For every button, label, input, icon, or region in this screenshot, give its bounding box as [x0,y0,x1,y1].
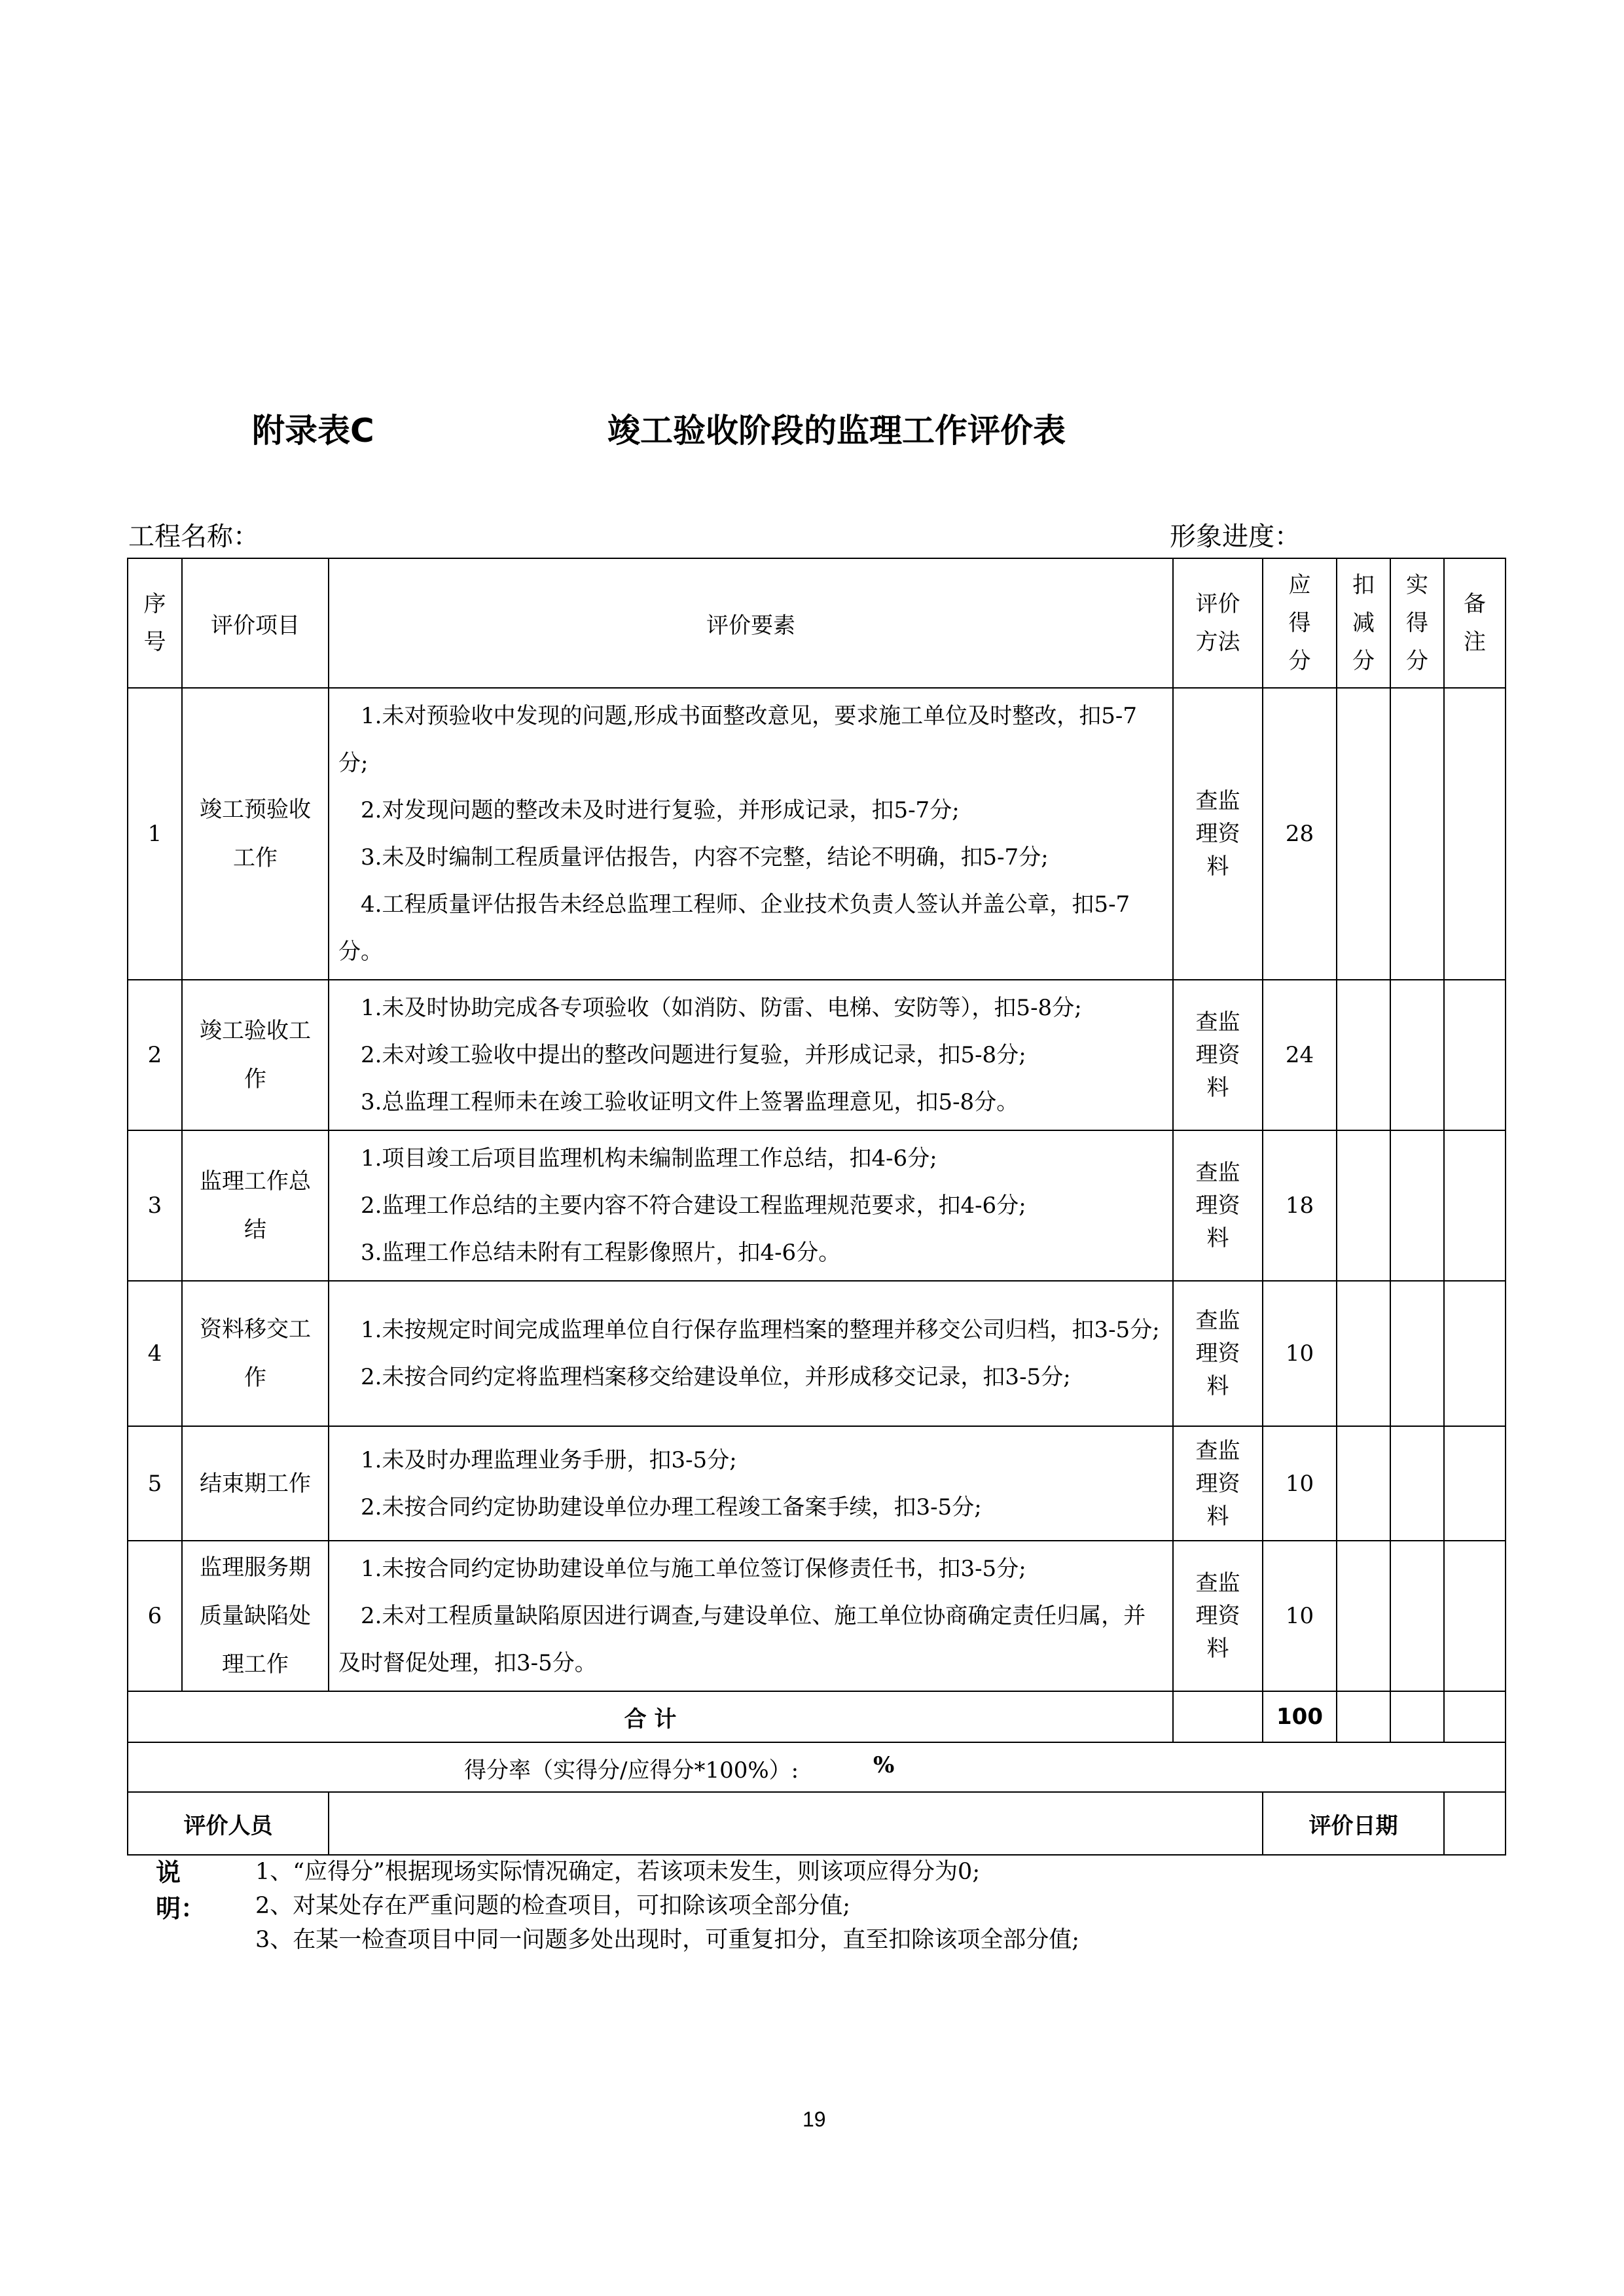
row-method: 查监理资料 [1173,688,1263,980]
total-remark-cell[interactable] [1444,1691,1506,1742]
col-header-method: 评价 方法 [1173,558,1263,688]
row-deduct-cell[interactable] [1337,1541,1390,1691]
element-line: 3.总监理工程师未在竣工验收证明文件上签署监理意见，扣5-8分。 [361,1089,1019,1115]
row-actual-score-cell[interactable] [1390,980,1444,1130]
row-elements [329,980,1173,1130]
col-header-remark: 备 注 [1444,558,1506,688]
row-item: 监理工作总结 [182,1130,329,1281]
element-line: 1.未及时办理监理业务手册，扣3-5分; [361,1446,737,1473]
element-line: 2.对发现问题的整改未及时进行复验，并形成记录，扣5-7分; [361,797,960,823]
col-header-should-score: 应 得 分 [1263,558,1337,688]
row-should-score: 28 [1263,688,1337,980]
element-line: 2.未按合同约定协助建设单位办理工程竣工备案手续，扣3-5分; [361,1494,982,1520]
evaluation-date-label: 评价日期 [1263,1792,1444,1855]
row-seq: 1 [128,688,182,980]
element-line: 4.工程质量评估报告未经总监理工程师、企业技术负责人签认并盖公章，扣5-7分。 [338,891,1130,965]
table-row [128,1541,1506,1691]
element-line: 1.项目竣工后项目监理机构未编制监理工作总结，扣4-6分; [361,1145,937,1172]
row-elements [329,1426,1173,1541]
evaluation-date-cell[interactable] [1444,1792,1506,1855]
row-method: 查监理资料 [1173,1130,1263,1281]
note-item: 3、在某一检查项目中同一问题多处出现时，可重复扣分，直至扣除该项全部分值; [255,1927,1080,1953]
row-deduct-cell[interactable] [1337,1281,1390,1426]
row-actual-score-cell[interactable] [1390,1541,1444,1691]
row-elements [329,1541,1173,1691]
col-header-seq: 序 号 [128,558,182,688]
row-should-score: 18 [1263,1130,1337,1281]
score-rate-unit: % [873,1752,895,1778]
table-header-row [128,558,1506,688]
page-number: 19 [803,2108,826,2131]
row-deduct-cell[interactable] [1337,980,1390,1130]
table-row [128,1130,1506,1281]
element-line: 1.未按合同约定协助建设单位与施工单位签订保修责任书，扣3-5分; [361,1556,1026,1582]
evaluator-label: 评价人员 [128,1792,329,1855]
col-header-actual-score: 实 得 分 [1390,558,1444,688]
row-elements [329,688,1173,980]
row-actual-score-cell[interactable] [1390,688,1444,980]
table-row [128,1281,1506,1426]
total-score: 100 [1263,1691,1337,1742]
row-seq: 5 [128,1426,182,1541]
element-line: 2.监理工作总结的主要内容不符合建设工程监理规范要求，扣4-6分; [361,1193,1026,1219]
evaluator-name-cell[interactable] [329,1792,1263,1855]
project-name-label: 工程名称： [128,522,259,552]
row-method: 查监理资料 [1173,1541,1263,1691]
element-line: 2.未按合同约定将监理档案移交给建设单位，并形成移交记录，扣3-5分; [361,1364,1071,1390]
row-remark-cell[interactable] [1444,1426,1506,1541]
element-line: 2.未对竣工验收中提出的整改问题进行复验，并形成记录，扣5-8分; [361,1042,1026,1068]
row-remark-cell[interactable] [1444,1130,1506,1281]
row-remark-cell[interactable] [1444,980,1506,1130]
row-seq: 6 [128,1541,182,1691]
element-line: 1.未按规定时间完成监理单位自行保存监理档案的整理并移交公司归档，扣3-5分; [361,1317,1160,1343]
table-row [128,1426,1506,1541]
row-deduct-cell[interactable] [1337,1426,1390,1541]
score-rate-cell[interactable] [128,1742,1506,1792]
element-line: 2.未对工程质量缺陷原因进行调查,与建设单位、施工单位协商确定责任归属，并及时督促处理，扣3-5分。 [338,1603,1146,1676]
total-row [128,1691,1506,1742]
score-rate-label: 得分率（实得分/应得分*100%）: [464,1757,799,1784]
col-header-item: 评价项目 [182,558,329,688]
col-header-elements: 评价要素 [329,558,1173,688]
total-label: 合 计 [128,1691,1173,1742]
row-remark-cell[interactable] [1444,1541,1506,1691]
note-item: 2、对某处存在严重问题的检查项目，可扣除该项全部分值; [255,1893,851,1919]
appendix-label: 附录表C [252,412,374,450]
table-row [128,980,1506,1130]
row-item: 监理服务期质量缺陷处理工作 [182,1541,329,1691]
total-method-cell [1173,1691,1263,1742]
evaluation-table [127,558,1506,1856]
row-method: 查监理资料 [1173,1281,1263,1426]
row-elements [329,1130,1173,1281]
row-method: 查监理资料 [1173,1426,1263,1541]
row-deduct-cell[interactable] [1337,688,1390,980]
total-actual-score-cell[interactable] [1390,1691,1444,1742]
total-deduct-cell[interactable] [1337,1691,1390,1742]
row-actual-score-cell[interactable] [1390,1130,1444,1281]
row-elements [329,1281,1173,1426]
row-should-score: 10 [1263,1426,1337,1541]
note-item: 1、“应得分”根据现场实际情况确定，若该项未发生，则该项应得分为0; [255,1859,981,1885]
element-line: 3.监理工作总结未附有工程影像照片，扣4-6分。 [361,1240,841,1266]
progress-label: 形象进度： [1170,522,1301,552]
row-seq: 4 [128,1281,182,1426]
row-should-score: 10 [1263,1541,1337,1691]
row-item: 资料移交工作 [182,1281,329,1426]
col-header-deduct: 扣 减 分 [1337,558,1390,688]
row-deduct-cell[interactable] [1337,1130,1390,1281]
element-line: 1.未及时协助完成各专项验收（如消防、防雷、电梯、安防等），扣5-8分; [361,995,1082,1021]
row-remark-cell[interactable] [1444,688,1506,980]
evaluator-row [128,1792,1506,1855]
row-method: 查监理资料 [1173,980,1263,1130]
row-item: 结束期工作 [182,1426,329,1541]
row-item: 竣工预验收工作 [182,688,329,980]
row-actual-score-cell[interactable] [1390,1281,1444,1426]
page-title: 竣工验收阶段的监理工作评价表 [607,412,1066,450]
table-row [128,688,1506,980]
row-seq: 3 [128,1130,182,1281]
row-seq: 2 [128,980,182,1130]
row-remark-cell[interactable] [1444,1281,1506,1426]
row-item: 竣工验收工作 [182,980,329,1130]
element-line: 1.未对预验收中发现的问题,形成书面整改意见，要求施工单位及时整改，扣5-7分; [338,703,1137,776]
notes-label: 说明： [156,1858,206,1923]
row-should-score: 24 [1263,980,1337,1130]
score-rate-row [128,1742,1506,1792]
row-actual-score-cell[interactable] [1390,1426,1444,1541]
element-line: 3.未及时编制工程质量评估报告，内容不完整，结论不明确，扣5-7分; [361,844,1049,870]
row-should-score: 10 [1263,1281,1337,1426]
